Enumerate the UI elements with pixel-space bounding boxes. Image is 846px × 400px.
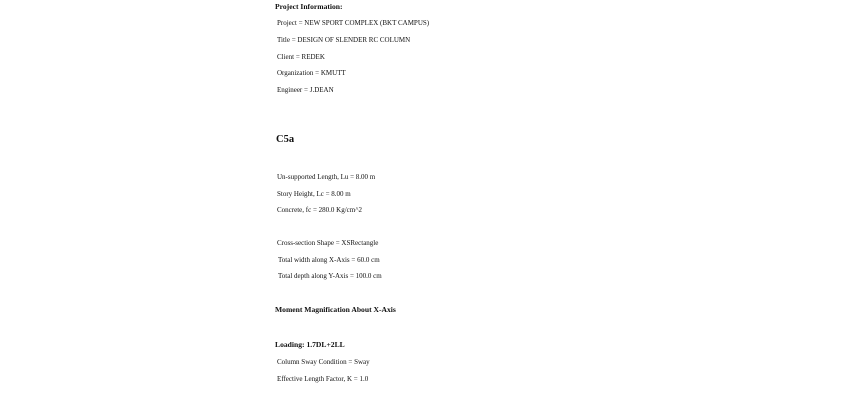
effective-length-factor-line: Effective Length Factor, K = 1.0 xyxy=(277,375,369,383)
moment-magnification-heading: Moment Magnification About X-Axis xyxy=(275,305,396,314)
project-line: Project = NEW SPORT COMPLEX (BKT CAMPUS) xyxy=(277,19,430,27)
concrete-line: Concrete, fc = 280.0 Kg/cm^2 xyxy=(277,206,362,214)
client-line: Client = REDEK xyxy=(277,53,325,61)
story-height-line: Story Height, Lc = 8.00 m xyxy=(277,190,351,198)
total-width-line: Total width along X-Axis = 60.0 cm xyxy=(278,256,380,264)
cross-section-shape-line: Cross-section Shape = XSRectangle xyxy=(277,239,379,247)
engineer-line: Engineer = J.DEAN xyxy=(277,86,334,94)
unsupported-length-line: Un-supported Length, Lu = 8.00 m xyxy=(277,173,376,181)
sway-condition-line: Column Sway Condition = Sway xyxy=(277,358,370,366)
column-id-heading: C5a xyxy=(276,134,295,145)
organization-line: Organization = KMUTT xyxy=(277,69,346,77)
title-line: Title = DESIGN OF SLENDER RC COLUMN xyxy=(277,36,411,44)
total-depth-line: Total depth along Y-Axis = 100.0 cm xyxy=(278,272,382,280)
project-information-heading: Project Information: xyxy=(275,2,343,11)
loading-heading: Loading: 1.7DL+2LL xyxy=(275,340,345,349)
